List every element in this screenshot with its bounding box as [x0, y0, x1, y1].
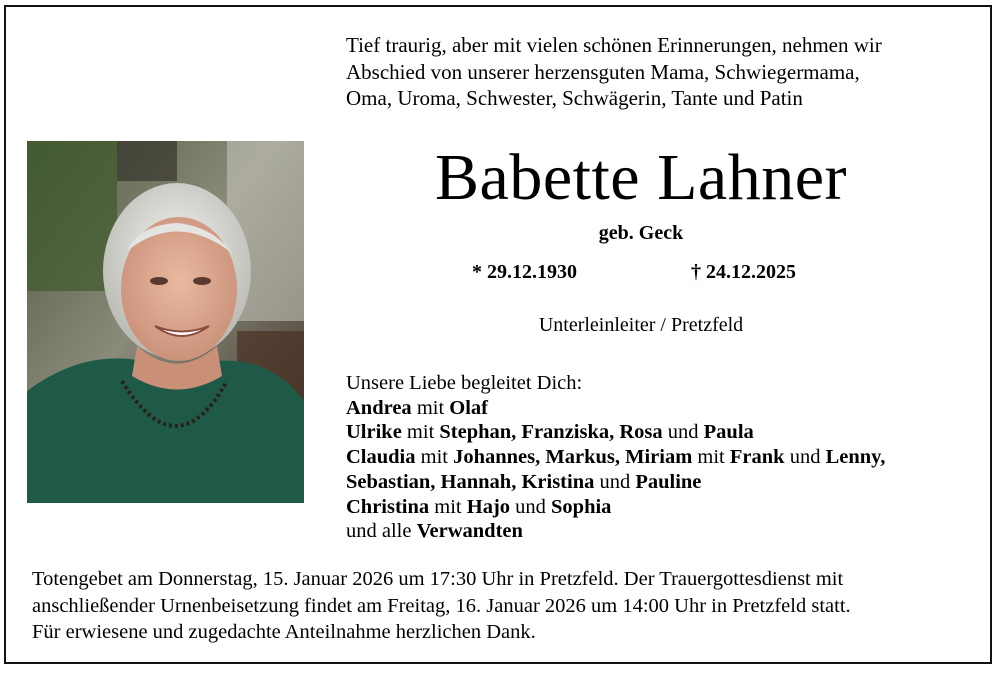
intro-text: [346, 32, 976, 112]
family-name: Christina: [346, 495, 430, 518]
service-line: Totengebet am Donnerstag, 15. Januar 2026 um 17:30 Uhr in Pretzfeld. Der Trauergottesdienst mit: [32, 568, 844, 590]
family-line: [346, 445, 986, 470]
intro-line: Tief traurig, aber mit vielen schönen Erinnerungen, nehmen wir: [346, 33, 882, 57]
family-name: Olaf: [449, 396, 488, 419]
family-name: Claudia: [346, 446, 416, 469]
family-name: Andrea: [346, 396, 412, 419]
intro-line: Abschied von unserer herzensguten Mama, Schwiegermama,: [346, 59, 860, 84]
connector-text: und: [662, 421, 704, 444]
connector-text: und: [594, 470, 636, 493]
family-line: [346, 519, 986, 544]
family-name: Ulrike: [346, 421, 402, 444]
connector-text: mit: [411, 396, 450, 419]
family-line: [346, 495, 986, 520]
family-name: Verwandten: [416, 520, 523, 543]
connector-text: und alle: [346, 520, 417, 543]
family-name: Paula: [703, 421, 754, 444]
birth-date: * 29.12.1930: [472, 261, 577, 283]
service-info: [32, 566, 982, 646]
family-line: [346, 470, 986, 495]
places: Unterleinleiter / Pretzfeld: [538, 314, 744, 336]
death-date: † 24.12.2025: [691, 261, 796, 283]
portrait-photo: [27, 141, 304, 503]
family-line: [346, 396, 986, 421]
connector-text: mit: [429, 495, 467, 518]
family-line: [346, 420, 986, 445]
family-name: Pauline: [635, 470, 702, 493]
service-line: Für erwiesene und zugedachte Anteilnahme herzlichen Dank.: [32, 621, 536, 643]
connector-text: mit: [692, 446, 730, 469]
family-name: Stephan, Franziska, Rosa: [439, 421, 663, 444]
maiden-name: geb. Geck: [598, 222, 684, 244]
family-name: Sophia: [551, 495, 612, 518]
family-name: Sebastian, Hannah, Kristina: [346, 470, 595, 493]
family-intro: Unsere Liebe begleitet Dich:: [346, 372, 583, 394]
connector-text: mit: [401, 421, 440, 444]
family-name: Johannes, Markus, Miriam: [453, 446, 693, 469]
connector-text: mit: [415, 446, 454, 469]
family-name: Hajo: [466, 495, 511, 518]
family-name: Frank: [729, 446, 785, 469]
connector-text: und: [510, 495, 552, 518]
intro-line: Oma, Uroma, Schwester, Schwägerin, Tante und Patin: [346, 86, 803, 110]
deceased-name: Babette Lahner: [435, 141, 847, 214]
service-line: anschließender Urnenbeisetzung findet am Freitag, 16. Januar 2026 um 14:00 Uhr in Pretzfeld statt.: [32, 594, 851, 617]
family-name: Lenny,: [825, 446, 886, 469]
family-list: [346, 371, 986, 544]
connector-text: und: [784, 446, 826, 469]
